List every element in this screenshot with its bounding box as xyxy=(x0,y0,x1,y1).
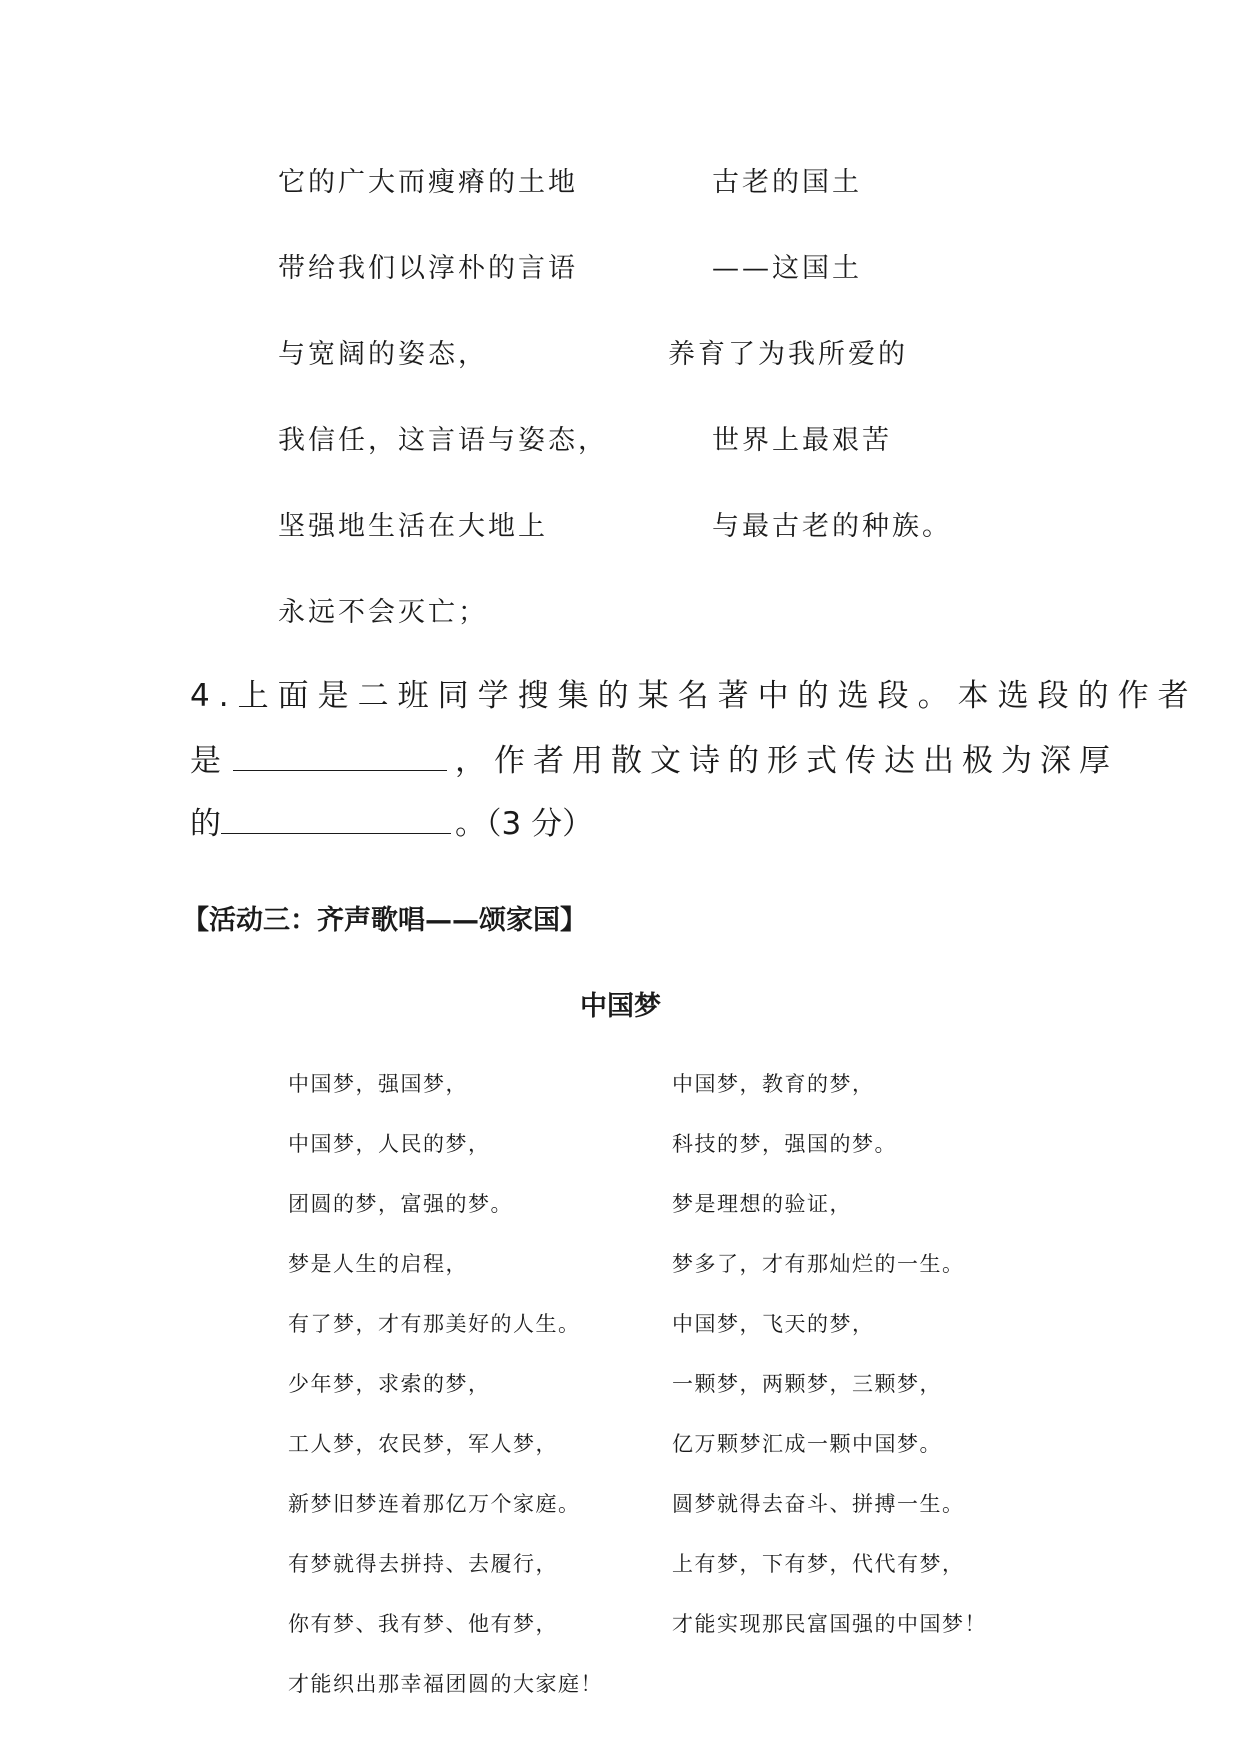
song-left-line-2: 中国梦，人民的梦， xyxy=(288,1132,491,1156)
song-right-line-5: 中国梦，飞天的梦， xyxy=(672,1312,875,1336)
song-right-line-4: 梦多了，才有那灿烂的一生。 xyxy=(672,1252,965,1276)
activity-heading: 【活动三：齐声歌唱——颂家国】 xyxy=(182,905,587,936)
question-line-3-suffix: 。（3 分） xyxy=(455,806,594,842)
song-title: 中国梦 xyxy=(580,991,661,1022)
question-line-3-prefix: 的 xyxy=(190,806,221,842)
song-right-line-3: 梦是理想的验证， xyxy=(672,1192,852,1216)
question-line-2-prefix: 是 xyxy=(190,743,221,779)
song-right-line-1: 中国梦，教育的梦， xyxy=(672,1072,875,1096)
song-left-line-5: 有了梦，才有那美好的人生。 xyxy=(288,1312,581,1336)
song-left-line-1: 中国梦，强国梦， xyxy=(288,1072,468,1096)
poem-left-line-4: 我信任，这言语与姿态， xyxy=(278,425,608,456)
question-line-1: 4.上面是二班同学搜集的某名著中的选段。本选段的作者 xyxy=(190,678,1198,714)
poem-left-line-3: 与宽阔的姿态， xyxy=(278,339,488,370)
poem-left-line-1: 它的广大而瘦瘠的土地 xyxy=(278,167,578,198)
song-left-line-10: 你有梦、我有梦、他有梦， xyxy=(288,1612,558,1636)
song-left-line-6: 少年梦，求索的梦， xyxy=(288,1372,491,1396)
poem-right-line-2: ——这国土 xyxy=(712,253,862,284)
poem-left-line-5: 坚强地生活在大地上 xyxy=(278,511,548,542)
poem-right-line-5: 与最古老的种族。 xyxy=(712,511,952,542)
song-right-line-8: 圆梦就得去奋斗、拼搏一生。 xyxy=(672,1492,965,1516)
song-right-line-9: 上有梦，下有梦，代代有梦， xyxy=(672,1552,965,1576)
song-right-line-10: 才能实现那民富国强的中国梦！ xyxy=(672,1612,987,1636)
song-right-line-2: 科技的梦，强国的梦。 xyxy=(672,1132,897,1156)
poem-right-line-3: 养育了为我所爱的 xyxy=(668,339,908,370)
question-line-3 xyxy=(190,803,593,844)
poem-right-line-4: 世界上最艰苦 xyxy=(712,425,892,456)
poem-left-line-2: 带给我们以淳朴的言语 xyxy=(278,253,578,284)
song-left-line-8: 新梦旧梦连着那亿万个家庭。 xyxy=(288,1492,581,1516)
song-left-line-3: 团圆的梦，富强的梦。 xyxy=(288,1192,513,1216)
song-right-line-7: 亿万颗梦汇成一颗中国梦。 xyxy=(672,1432,942,1456)
song-left-line-4: 梦是人生的启程， xyxy=(288,1252,468,1276)
song-right-line-6: 一颗梦，两颗梦，三颗梦， xyxy=(672,1372,942,1396)
song-left-line-11: 才能织出那幸福团圆的大家庭！ xyxy=(288,1672,603,1696)
feeling-answer-blank[interactable] xyxy=(221,803,451,834)
author-answer-blank[interactable] xyxy=(233,740,447,771)
poem-right-line-1: 古老的国土 xyxy=(712,167,862,198)
question-line-2-suffix: ，作者用散文诗的形式传达出极为深厚 xyxy=(455,743,1118,779)
song-left-line-7: 工人梦，农民梦，军人梦， xyxy=(288,1432,558,1456)
poem-left-line-6: 永远不会灭亡； xyxy=(278,597,488,628)
song-left-line-9: 有梦就得去拼持、去履行， xyxy=(288,1552,558,1576)
question-line-2 xyxy=(190,740,1118,781)
